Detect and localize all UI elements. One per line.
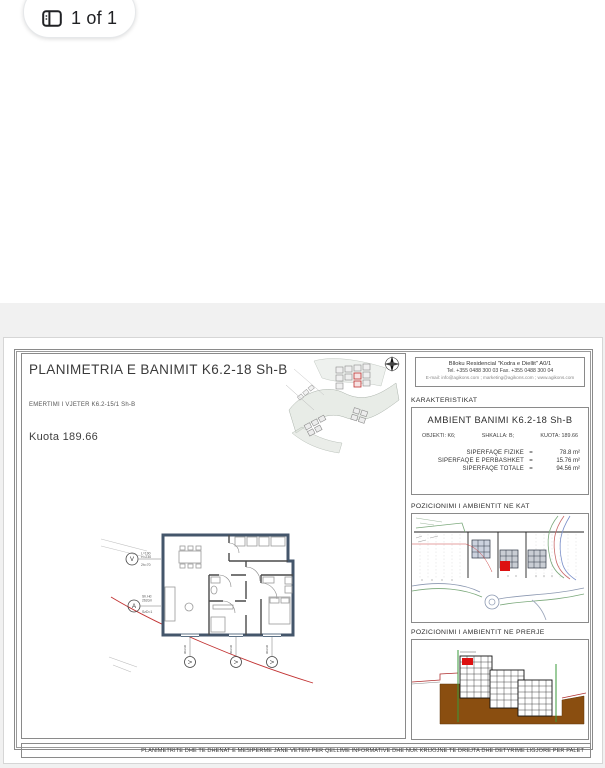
table-row: SIPERFAQE E PERBASHKET = 15.76 m²: [437, 458, 580, 464]
windows: [181, 634, 281, 637]
svg-text:262cm: 262cm: [142, 598, 153, 603]
old-name-label: EMERTIMI I VJETER K6.2-15/1 Sh-B: [29, 402, 136, 408]
svg-text:80/230: 80/230: [229, 644, 233, 654]
svg-text:V: V: [234, 660, 240, 664]
page-count-pill[interactable]: [23, 0, 136, 38]
object-row: [422, 433, 578, 439]
pages-icon: [42, 10, 62, 27]
svg-text:2h=70: 2h=70: [141, 563, 151, 567]
table-row: SIPERFAQE TOTALE = 94.56 m²: [462, 466, 580, 472]
page-indicator-text: 1 of 1: [71, 7, 118, 28]
svg-text:A: A: [131, 604, 137, 611]
page-title: PLANIMETRIA E BANIMIT K6.2-18 Sh-B: [29, 362, 288, 377]
site-masterplan-drawing: [284, 355, 404, 460]
ambient-title: AMBIENT BANIMI K6.2-18 Sh-B: [427, 415, 573, 425]
svg-text:V: V: [270, 660, 276, 664]
kat-section-label: POZICIONIMI I AMBIENTIT NE KAT: [411, 503, 530, 510]
svg-text:Sh.Hd: Sh.Hd: [142, 594, 152, 599]
company-name: Blloku Residencial "Kodra e Diellit" A0/1: [448, 361, 552, 367]
svg-text:H=230: H=230: [141, 555, 152, 560]
highlighted-unit-section: [462, 658, 473, 665]
plan-annotation-a: [128, 595, 161, 615]
characteristics-box: [411, 407, 589, 495]
disclaimer-text: PLANIMETRITE DHE TE DHENAT E MESIPERME JANE VETEM PER QELLIME INFORMATIVE DHE NUK KRIJOJNE TE DREJTA DHE DETYRIME LIGJORE PER PALET: [141, 747, 584, 754]
drawing-sheet: [3, 337, 603, 764]
objekti-value: OBJEKTI: K6;: [422, 433, 456, 439]
highlighted-unit: [500, 561, 510, 571]
table-row: SIPERFAQE FIZIKE = 78.8 m²: [466, 450, 580, 456]
company-info-box: [415, 357, 585, 387]
disclaimer-strip: [21, 743, 591, 758]
window-markers: [183, 637, 278, 668]
svg-text:SzD=1: SzD=1: [142, 610, 153, 614]
svg-text:V: V: [129, 557, 135, 564]
prerje-section-label: POZICIONIMI I AMBIENTIT NE PRERJE: [411, 629, 545, 636]
svg-text:90/230: 90/230: [265, 644, 269, 654]
compass-icon: [384, 356, 400, 372]
karakteristikat-label: KARAKTERISTIKAT: [411, 397, 478, 404]
svg-text:L=190: L=190: [141, 551, 151, 556]
section-position-drawing: [411, 639, 589, 740]
company-email: E-mail: info@agikons.com ; marketing@agikons.com ; www.agikons.com: [425, 375, 575, 380]
area-table: [426, 450, 580, 474]
kuota-value: KUOTA: 189.66: [540, 433, 578, 439]
kuota-label: Kuota 189.66: [29, 431, 99, 443]
shkalla-value: SHKALLA: B;: [481, 433, 515, 439]
company-phone: Tel. +355 0488 300 03 Fax. +355 0488 300 04: [446, 368, 554, 374]
floor-position-map: [411, 513, 589, 623]
svg-text:V: V: [188, 660, 194, 664]
floor-plan-drawing: [101, 509, 316, 704]
svg-text:90/230: 90/230: [183, 644, 187, 654]
